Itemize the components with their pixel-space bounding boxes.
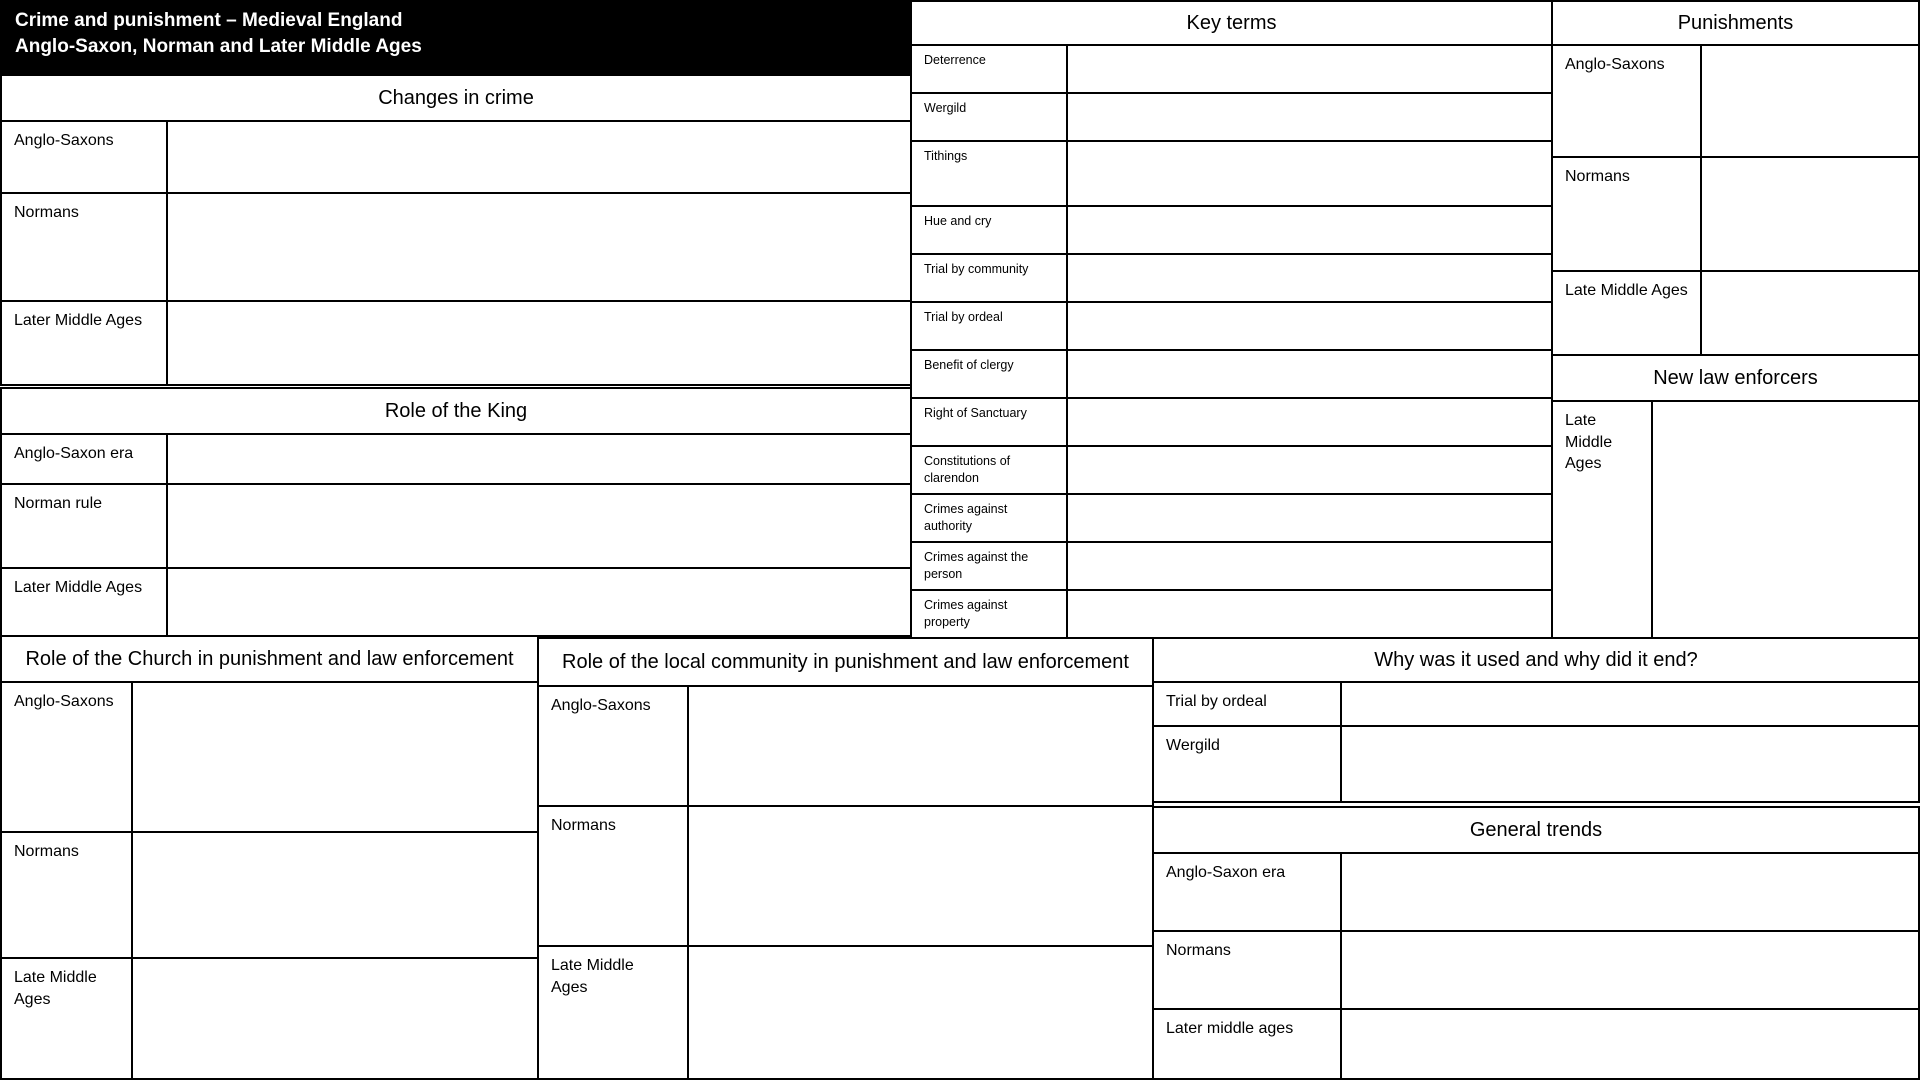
church-row-label: Anglo-Saxons — [14, 693, 114, 710]
key-term-definition-cell[interactable] — [1068, 495, 1551, 541]
key-term-label: Hue and cry — [924, 214, 992, 228]
title-line-2: Anglo-Saxon, Norman and Later Middle Ages — [15, 36, 422, 57]
community-answer-cell[interactable] — [689, 947, 1152, 1080]
enforcers-answer-cell[interactable] — [1653, 402, 1918, 638]
punishments-row-label: Late Middle Ages — [1565, 282, 1688, 299]
community-row-label: Anglo-Saxons — [551, 697, 651, 714]
king-row-label: Norman rule — [14, 495, 103, 512]
trends-row-label: Normans — [1166, 942, 1231, 959]
church-heading: Role of the Church in punishment and law enforcement — [25, 647, 514, 670]
punishments-section — [1551, 0, 1920, 356]
key-terms-section — [910, 0, 1553, 640]
why-used-row-label: Trial by ordeal — [1166, 693, 1267, 710]
why-used-answer-cell[interactable] — [1342, 727, 1918, 801]
worksheet-title — [0, 0, 910, 75]
title-line-1: Crime and punishment – Medieval England — [15, 10, 403, 31]
changes-row-label: Later Middle Ages — [14, 312, 143, 329]
church-row-label: Late Middle Ages — [14, 969, 97, 1008]
key-term-label: Benefit of clergy — [924, 358, 1014, 372]
key-term-label: Crimes against authority — [924, 502, 1008, 533]
changes-in-crime-heading: Changes in crime — [378, 86, 534, 109]
trends-answer-cell[interactable] — [1342, 1010, 1918, 1080]
key-term-definition-cell[interactable] — [1068, 399, 1551, 445]
punishments-answer-cell[interactable] — [1702, 158, 1918, 270]
changes-row-label: Normans — [14, 204, 79, 221]
key-term-definition-cell[interactable] — [1068, 303, 1551, 349]
role-of-king-section — [0, 387, 912, 637]
key-term-label: Right of Sanctuary — [924, 406, 1027, 420]
key-term-label: Deterrence — [924, 53, 986, 67]
community-row-label: Late Middle Ages — [551, 957, 634, 996]
key-term-definition-cell[interactable] — [1068, 142, 1551, 205]
why-used-answer-cell[interactable] — [1342, 683, 1918, 725]
community-section — [537, 637, 1154, 1080]
changes-in-crime-section — [0, 74, 912, 386]
general-trends-section — [1152, 806, 1920, 1080]
key-term-label: Trial by ordeal — [924, 310, 1003, 324]
key-term-definition-cell[interactable] — [1068, 255, 1551, 301]
community-row-label: Normans — [551, 817, 616, 834]
church-answer-cell[interactable] — [133, 683, 537, 831]
punishments-answer-cell[interactable] — [1702, 46, 1918, 156]
church-answer-cell[interactable] — [133, 833, 537, 957]
why-used-heading: Why was it used and why did it end? — [1374, 648, 1698, 671]
punishments-answer-cell[interactable] — [1702, 272, 1918, 354]
why-used-row-label: Wergild — [1166, 737, 1220, 754]
key-term-label: Crimes against the person — [924, 550, 1029, 581]
changes-row-label: Anglo-Saxons — [14, 132, 114, 149]
key-term-definition-cell[interactable] — [1068, 543, 1551, 589]
king-row-label: Anglo-Saxon era — [14, 445, 134, 462]
punishments-heading: Punishments — [1677, 11, 1794, 34]
key-term-definition-cell[interactable] — [1068, 351, 1551, 397]
key-term-label: Wergild — [924, 101, 967, 115]
key-term-definition-cell[interactable] — [1068, 591, 1551, 637]
king-row-label: Later Middle Ages — [14, 579, 143, 596]
key-term-definition-cell[interactable] — [1068, 46, 1551, 92]
community-heading: Role of the local community in punishment and law enforcement — [562, 650, 1129, 673]
key-terms-heading: Key terms — [1186, 12, 1277, 34]
general-trends-heading: General trends — [1469, 818, 1603, 841]
church-section — [0, 635, 539, 1080]
punishments-row-label: Normans — [1565, 168, 1630, 185]
king-answer-cell[interactable] — [168, 435, 910, 483]
trends-row-label: Later middle ages — [1166, 1020, 1294, 1037]
king-answer-cell[interactable] — [168, 485, 910, 567]
changes-answer-cell[interactable] — [168, 194, 910, 300]
trends-answer-cell[interactable] — [1342, 932, 1918, 1008]
role-of-king-heading: Role of the King — [384, 399, 528, 422]
changes-answer-cell[interactable] — [168, 302, 910, 384]
key-term-label: Crimes against property — [924, 598, 1008, 629]
key-term-definition-cell[interactable] — [1068, 207, 1551, 253]
trends-row-label: Anglo-Saxon era — [1166, 864, 1286, 881]
why-used-section — [1152, 637, 1920, 803]
new-law-enforcers-heading: New law enforcers — [1653, 366, 1818, 389]
punishments-row-label: Anglo-Saxons — [1565, 56, 1665, 73]
changes-answer-cell[interactable] — [168, 122, 910, 192]
community-answer-cell[interactable] — [689, 807, 1152, 945]
community-answer-cell[interactable] — [689, 687, 1152, 805]
new-law-enforcers-section — [1551, 354, 1920, 640]
key-term-label: Tithings — [924, 149, 968, 163]
key-term-label: Trial by community — [924, 262, 1029, 276]
church-row-label: Normans — [14, 843, 79, 860]
enforcers-row-label: Late Middle Ages — [1565, 412, 1613, 473]
key-term-label: Constitutions of clarendon — [924, 454, 1011, 485]
key-term-definition-cell[interactable] — [1068, 94, 1551, 140]
key-term-definition-cell[interactable] — [1068, 447, 1551, 493]
king-answer-cell[interactable] — [168, 569, 910, 635]
trends-answer-cell[interactable] — [1342, 854, 1918, 930]
church-answer-cell[interactable] — [133, 959, 537, 1080]
